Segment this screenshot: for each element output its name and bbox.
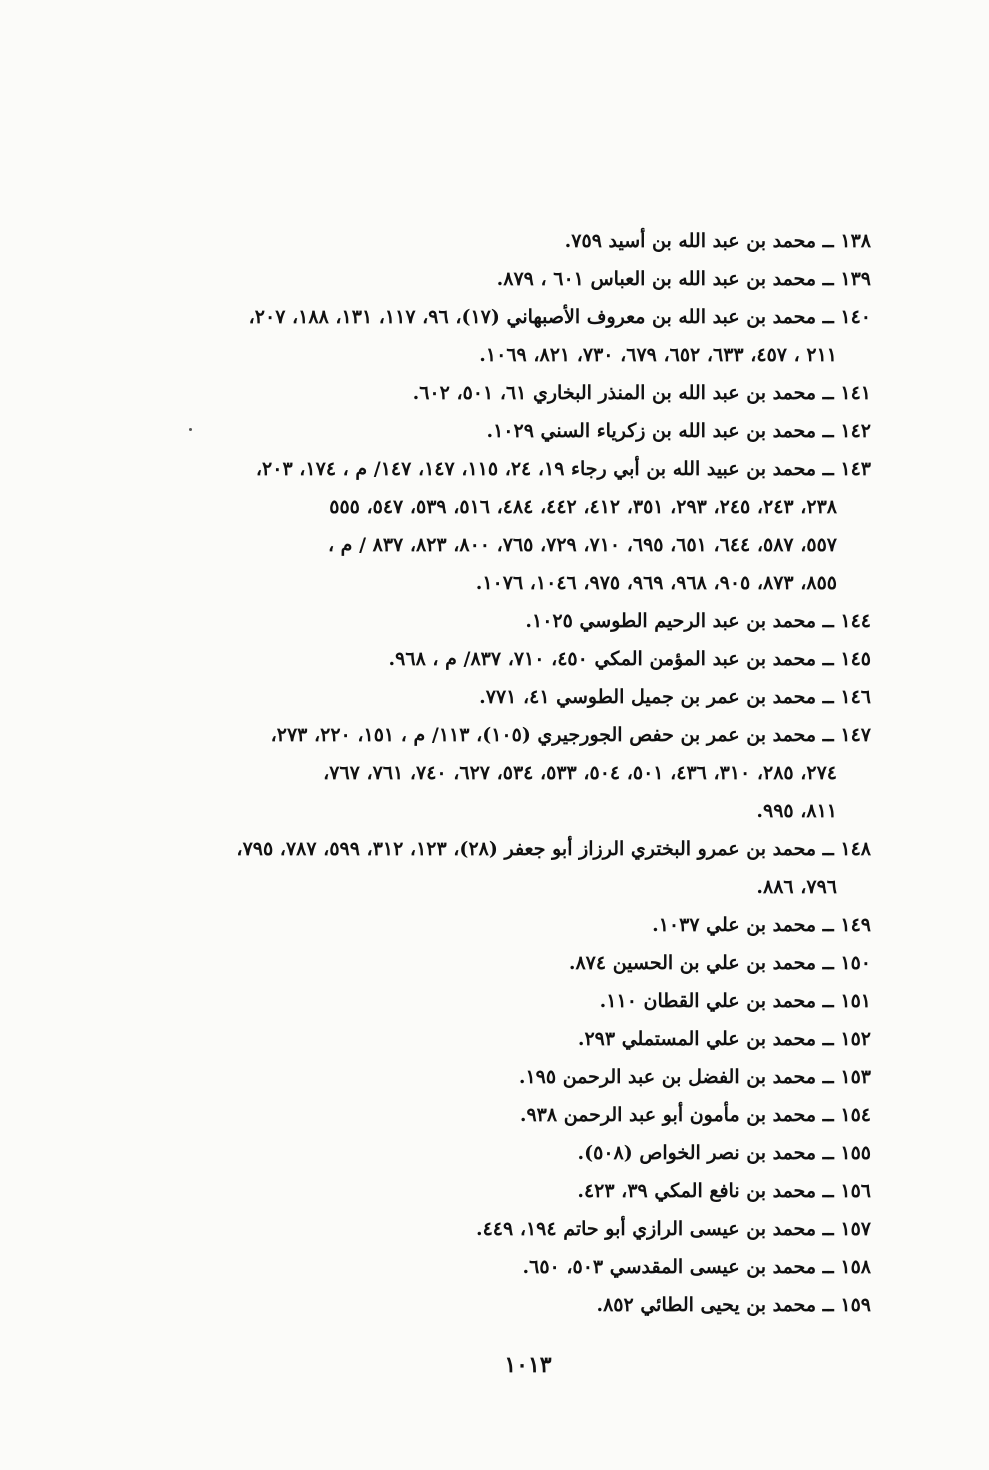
entry-line: ١٥٦ ــ محمد بن نافع المكي ٣٩، ٤٢٣. <box>577 1180 871 1202</box>
index-entry <box>121 1096 871 1134</box>
entry-line: ١٥٤ ــ محمد بن مأمون أبو عبد الرحمن ٩٣٨. <box>519 1104 871 1126</box>
entry-line: ١٥٢ ــ محمد بن علي المستملي ٢٩٣. <box>577 1028 871 1050</box>
index-entry <box>121 374 871 412</box>
entry-line: ١٤٧ ــ محمد بن عمر بن حفص الجورجيري (١٠٥)، ١١٣/ م ، ١٥١، ٢٢٠، ٢٧٣، <box>270 724 871 746</box>
entry-continuation-line: ٥٥٧، ٥٨٧، ٦٤٤، ٦٥١، ٦٩٥، ٧١٠، ٧٢٩، ٧٦٥، ٨٠٠، ٨٢٣، ٨٣٧ / م ، <box>327 534 837 556</box>
index-entry <box>121 944 871 982</box>
entry-continuation-line: ٢١١ ، ٤٥٧، ٦٣٣، ٦٥٢، ٦٧٩، ٧٣٠، ٨٢١، ١٠٦٩. <box>479 344 837 366</box>
index-entry <box>121 906 871 944</box>
index-entry <box>121 260 871 298</box>
index-entry <box>121 222 871 260</box>
entry-line: ١٥٥ ــ محمد بن نصر الخواص (٥٠٨). <box>577 1142 871 1164</box>
entry-line: ١٣٩ ــ محمد بن عبد الله بن العباس ٦٠١ ، ٨٧٩. <box>496 268 871 290</box>
index-entry <box>121 298 871 374</box>
entry-line: ١٤٣ ــ محمد بن عبيد الله بن أبي رجاء ١٩، ٢٤، ١١٥، ١٤٧، ١٤٧/ م ، ١٧٤، ٢٠٣، <box>255 458 871 480</box>
entry-line: ١٤٥ ــ محمد بن عبد المؤمن المكي ٤٥٠، ٧١٠، ٨٣٧/ م ، ٩٦٨. <box>388 648 871 670</box>
page-number: ١٠١٣ <box>504 1352 552 1378</box>
index-entry <box>121 412 871 450</box>
entry-line: ١٥٩ ــ محمد بن يحيى الطائي ٨٥٢. <box>596 1294 871 1316</box>
index-entry <box>121 1058 871 1096</box>
entry-continuation-line: ٢٧٤، ٢٨٥، ٣١٠، ٤٣٦، ٥٠١، ٥٠٤، ٥٣٣، ٥٣٤، ٦٢٧، ٧٤٠، ٧٦١، ٧٦٧، <box>323 762 837 784</box>
entry-line: ١٥٣ ــ محمد بن الفضل بن عبد الرحمن ١٩٥. <box>518 1066 871 1088</box>
entry-line: ١٤٠ ــ محمد بن عبد الله بن معروف الأصبهاني (١٧)، ٩٦، ١١٧، ١٣١، ١٨٨، ٢٠٧، <box>248 306 871 328</box>
entry-line: ١٣٨ ــ محمد بن عبد الله بن أسيد ٧٥٩. <box>564 230 871 252</box>
index-entry <box>121 982 871 1020</box>
entry-line: ١٥٧ ــ محمد بن عيسى الرازي أبو حاتم ١٩٤، ٤٤٩. <box>475 1218 871 1240</box>
index-entry <box>121 450 871 602</box>
index-entry <box>121 640 871 678</box>
entry-line: ١٥٨ ــ محمد بن عيسى المقدسي ٥٠٣، ٦٥٠. <box>522 1256 871 1278</box>
entry-continuation-line: ٧٩٦، ٨٨٦. <box>756 876 837 898</box>
index-entry <box>121 1134 871 1172</box>
index-entry <box>121 830 871 906</box>
index-entry <box>121 1210 871 1248</box>
entry-line: ١٤٨ ــ محمد بن عمرو البختري الرزاز أبو جعفر (٢٨)، ١٢٣، ٣١٢، ٥٩٩، ٧٨٧، ٧٩٥، <box>236 838 871 860</box>
entry-continuation-line: ٨١١، ٩٩٥. <box>756 800 837 822</box>
entry-line: ١٤٦ ــ محمد بن عمر بن جميل الطوسي ٤١، ٧٧١. <box>479 686 871 708</box>
entry-line: ١٥٠ ــ محمد بن علي بن الحسين ٨٧٤. <box>568 952 871 974</box>
entry-line: ١٥١ ــ محمد بن علي القطان ١١٠. <box>599 990 871 1012</box>
entry-continuation-line: ٨٥٥، ٨٧٣، ٩٠٥، ٩٦٨، ٩٦٩، ٩٧٥، ١٠٤٦، ١٠٧٦. <box>475 572 837 594</box>
scan-speck <box>189 428 192 431</box>
entry-line: ١٤٩ ــ محمد بن علي ١٠٣٧. <box>652 914 871 936</box>
entry-line: ١٤٢ ــ محمد بن عبد الله بن زكرياء السني ١٠٢٩. <box>486 420 871 442</box>
entry-line: ١٤١ ــ محمد بن عبد الله بن المنذر البخاري ٦١، ٥٠١، ٦٠٢. <box>412 382 871 404</box>
index-entry <box>121 602 871 640</box>
entry-continuation-line: ٢٣٨، ٢٤٣، ٢٤٥، ٢٩٣، ٣٥١، ٤١٢، ٤٤٢، ٤٨٤، ٥١٦، ٥٣٩، ٥٤٧، ٥٥٥ <box>329 496 837 518</box>
index-entry <box>121 1248 871 1286</box>
index-entry <box>121 678 871 716</box>
entry-line: ١٤٤ ــ محمد بن عبد الرحيم الطوسي ١٠٢٥. <box>525 610 871 632</box>
index-entry <box>121 1286 871 1324</box>
index-entry <box>121 1172 871 1210</box>
index-entry <box>121 716 871 830</box>
name-index-list <box>121 222 871 1324</box>
index-entry <box>121 1020 871 1058</box>
